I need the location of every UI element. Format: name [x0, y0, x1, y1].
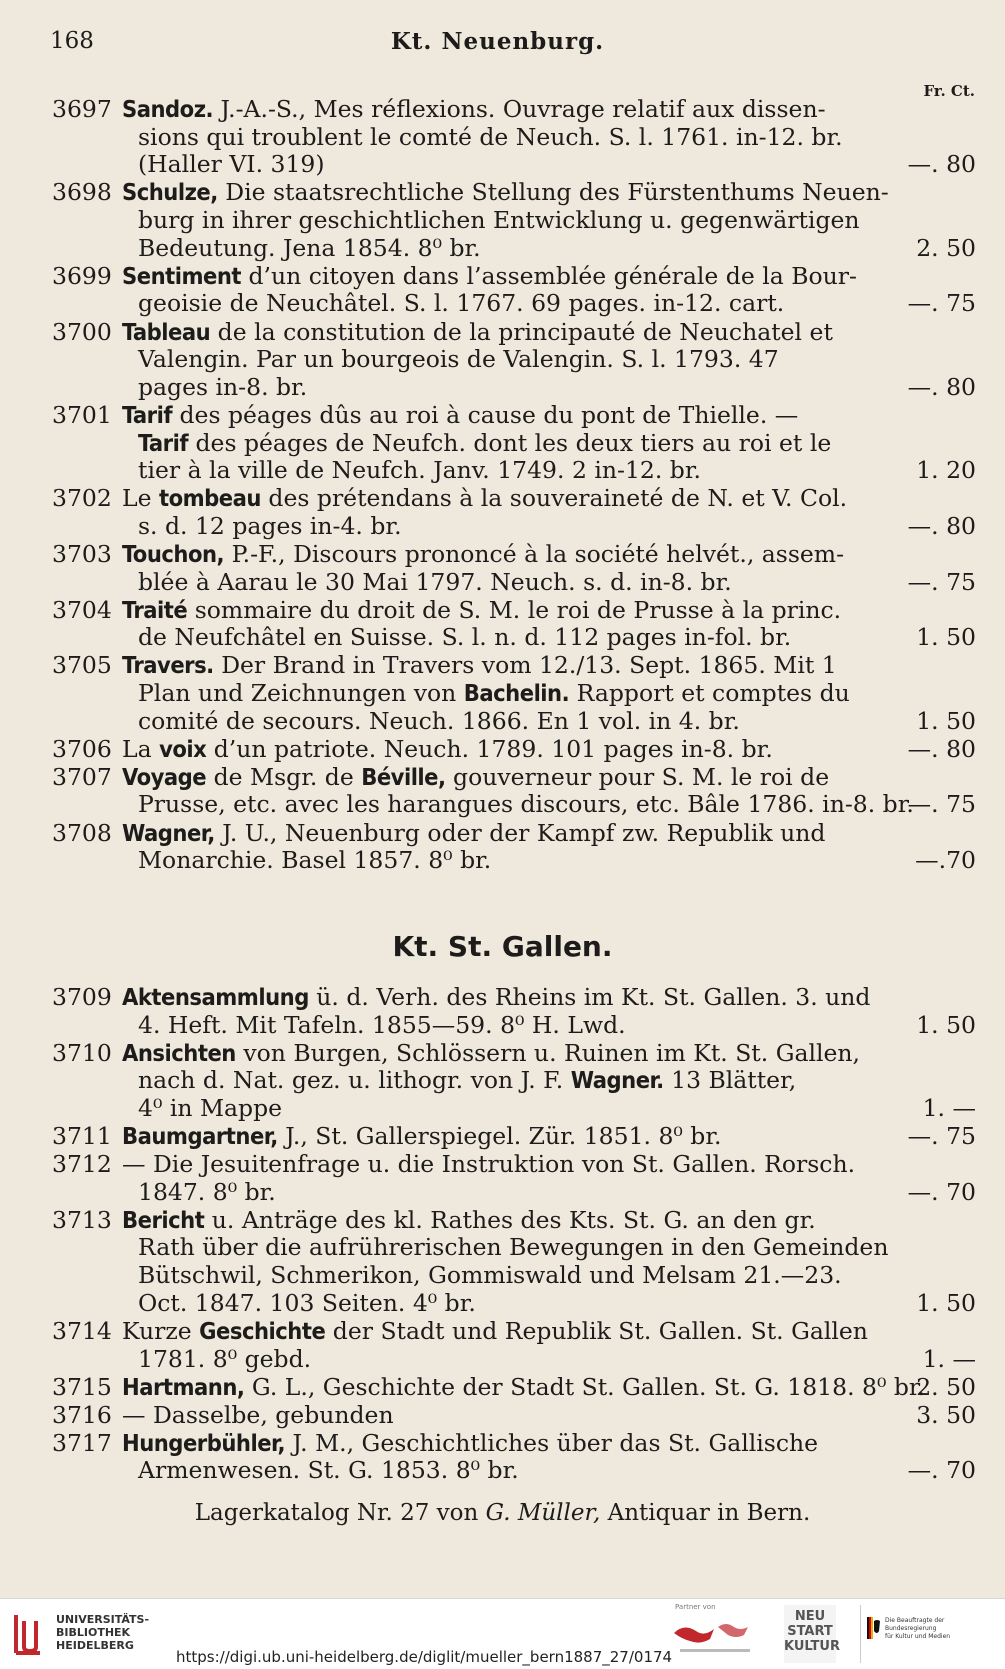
entry-line — [122, 430, 944, 458]
entry-line — [122, 290, 944, 318]
entry-description — [122, 597, 944, 652]
entry-text: burg in ihrer geschichtlichen Entwicklung u. gegenwärtigen — [138, 207, 860, 235]
entry-description — [122, 402, 944, 485]
entry-line — [122, 1346, 944, 1374]
catalog-entry — [52, 402, 982, 485]
entry-line — [122, 1374, 944, 1402]
catalog-entry — [52, 96, 982, 179]
catalog-entry — [52, 179, 982, 262]
university-library-logo-icon[interactable] — [10, 1611, 46, 1657]
entry-text: Kurze — [122, 1317, 200, 1345]
entry-line — [122, 984, 944, 1012]
entry-number: 3697 — [52, 95, 112, 123]
permalink[interactable]: https://digi.ub.uni-heidelberg.de/diglit/mueller_bern1887_27/0174 — [176, 1648, 673, 1666]
bkm-line: Die Beauftragte der Bundesregierung — [885, 1617, 945, 1632]
entry-text: nach d. Nat. gez. u. lithogr. von J. F. — [138, 1067, 571, 1095]
entry-keyword: Hartmann, — [122, 1373, 245, 1401]
entry-price: —. 80 — [907, 511, 976, 540]
entry-text: 1847. 8⁰ br. — [138, 1178, 276, 1206]
entry-text: Rapport et comptes du — [569, 680, 850, 708]
entry-keyword: Wagner, — [122, 819, 215, 847]
library-name-line: BIBLIOTHEK — [56, 1626, 131, 1639]
catalog-entry — [52, 1318, 982, 1373]
entry-text: 13 Blätter, — [663, 1067, 797, 1095]
neustart-line: KULTUR — [784, 1639, 840, 1654]
entry-description — [122, 319, 944, 402]
entry-description — [122, 1318, 944, 1373]
bkm-logo — [860, 1605, 991, 1663]
entry-text: des prétendans à la souveraineté de N. et V. Col. — [260, 485, 848, 513]
library-name-line: UNIVERSITÄTS- — [56, 1613, 150, 1626]
entry-line — [122, 791, 944, 819]
footer-suffix: Antiquar in Bern. — [600, 1500, 811, 1526]
entry-text: von Burgen, Schlössern u. Ruinen im Kt. St. Gallen, — [235, 1039, 861, 1067]
entry-keyword: Sentiment — [122, 262, 242, 290]
entry-price: —.70 — [915, 846, 976, 875]
entry-line — [122, 1040, 944, 1068]
entry-description — [122, 736, 944, 764]
entry-line — [122, 680, 944, 708]
catalog-entry — [52, 597, 982, 652]
entry-description — [122, 541, 944, 596]
entry-line — [122, 1012, 944, 1040]
entry-number: 3704 — [52, 595, 112, 624]
entry-line — [122, 179, 944, 207]
entry-keyword: Voyage — [122, 763, 207, 791]
entry-text: Prusse, etc. avec les harangues discours, etc. Bâle 1786. in-8. br. — [138, 791, 914, 819]
entry-description — [122, 652, 944, 735]
entry-keyword: Geschichte — [199, 1317, 326, 1345]
entry-price: 1. 50 — [916, 1010, 976, 1039]
entry-line — [122, 597, 944, 625]
catalog-entry — [52, 541, 982, 596]
entry-text: des péages de Neufch. dont les deux tiers au roi et le — [188, 429, 832, 457]
entry-text: u. Anträge des kl. Rathes des Kts. St. G. an den gr. — [204, 1206, 816, 1234]
entry-description — [122, 1151, 944, 1206]
entry-description — [122, 764, 944, 819]
entry-number: 3706 — [52, 734, 112, 763]
entry-keyword: Wagner. — [570, 1067, 664, 1095]
entry-line — [122, 124, 944, 152]
entry-text: Plan und Zeichnungen von — [138, 680, 464, 708]
section-heading: Kt. St. Gallen. — [392, 930, 613, 963]
entry-keyword: Baumgartner, — [122, 1123, 278, 1151]
catalog-entry — [52, 764, 982, 819]
catalog-entry — [52, 736, 982, 764]
entry-line — [122, 346, 944, 374]
entry-line — [122, 1262, 944, 1290]
neustart-kultur-logo — [784, 1605, 840, 1663]
entry-line — [122, 708, 944, 736]
entry-line — [122, 319, 944, 347]
entry-keyword: Ansichten — [122, 1039, 236, 1067]
entry-line — [122, 485, 944, 513]
entry-keyword: Tarif — [138, 429, 189, 457]
entry-text: 4. Heft. Mit Tafeln. 1855—59. 8⁰ H. Lwd. — [138, 1011, 626, 1039]
entry-keyword: Touchon, — [122, 541, 225, 568]
entry-text: blée à Aarau le 30 Mai 1797. Neuch. s. d. in-8. br. — [138, 568, 732, 596]
entry-number: 3711 — [52, 1122, 112, 1151]
university-library-name — [56, 1613, 149, 1652]
entry-text: J. M., Geschichtliches über das St. Gallische — [285, 1429, 819, 1457]
entry-text: de Neufchâtel en Suisse. S. l. n. d. 112 pages in-fol. br. — [138, 624, 792, 652]
bottom-bar — [0, 1598, 1005, 1669]
entry-line — [122, 1207, 944, 1235]
entry-number: 3716 — [52, 1400, 112, 1429]
entry-keyword: Traité — [122, 596, 188, 624]
catalog-entry — [52, 820, 982, 875]
entry-keyword: Tarif — [122, 401, 173, 429]
entry-description — [122, 1430, 944, 1485]
entry-keyword: tombeau — [158, 485, 261, 513]
entry-text: Rath über die aufrührerischen Bewegungen in den Gemeinden — [138, 1234, 889, 1262]
entry-text: — Dasselbe, gebunden — [122, 1401, 394, 1429]
neustart-line: START — [787, 1624, 833, 1639]
entry-price: 2. 50 — [916, 1372, 976, 1401]
entry-price: —. 80 — [907, 734, 976, 763]
entry-line — [122, 847, 944, 875]
entry-line — [122, 1290, 944, 1318]
partner-bird-logo-icon — [670, 1613, 760, 1661]
catalog-entry — [52, 485, 982, 540]
entry-price: —. 80 — [907, 150, 976, 179]
catalog-entry — [52, 1402, 982, 1430]
entry-text: G. L., Geschichte der Stadt St. Gallen. St. G. 1818. 8⁰ br. — [244, 1373, 926, 1401]
entry-number: 3713 — [52, 1205, 112, 1234]
entry-price: 1. — — [922, 1094, 976, 1123]
entry-description — [122, 820, 944, 875]
entry-description — [122, 1402, 944, 1430]
entry-keyword: Travers. — [122, 652, 214, 680]
catalog-footer — [0, 1500, 1005, 1526]
federal-eagle-icon — [867, 1617, 881, 1639]
entry-line — [122, 207, 944, 235]
entry-line — [122, 1457, 944, 1485]
entry-number: 3712 — [52, 1150, 112, 1179]
entry-keyword: Tableau — [122, 318, 211, 346]
entry-description — [122, 96, 944, 179]
entry-line — [122, 820, 944, 848]
entry-text: s. d. 12 pages in-4. br. — [138, 512, 402, 540]
catalog-entry — [52, 1123, 982, 1151]
entry-number: 3714 — [52, 1316, 112, 1345]
entry-text: d’un patriote. Neuch. 1789. 101 pages in-8. br. — [206, 735, 773, 763]
entry-line — [122, 736, 944, 764]
entry-number: 3703 — [52, 540, 112, 568]
entry-price: —. 75 — [907, 289, 976, 318]
entry-number: 3709 — [52, 983, 112, 1011]
entry-keyword: voix — [159, 735, 207, 763]
page-title: Kt. Neuenburg. — [390, 28, 605, 55]
entry-text: P.-F., Discours prononcé à la société helvét., assem- — [224, 541, 845, 568]
entry-text: J.-A.-S., Mes réflexions. Ouvrage relatif aux dissen- — [213, 96, 826, 123]
entry-price: 1. 50 — [916, 706, 976, 735]
entry-description — [122, 1207, 944, 1318]
entry-text: des péages dûs au roi à cause du pont de Thielle. — — [172, 401, 799, 429]
entry-text: 1781. 8⁰ gebd. — [138, 1345, 312, 1373]
entry-text: (Haller VI. 319) — [138, 151, 325, 179]
entry-text: Monarchie. Basel 1857. 8⁰ br. — [138, 847, 492, 875]
entry-line — [122, 151, 944, 179]
entry-text: Le — [122, 485, 159, 513]
entry-price: —. 75 — [907, 1122, 976, 1151]
entry-line — [122, 569, 944, 597]
catalog-entry — [52, 263, 982, 318]
entry-text: de Msgr. de — [206, 763, 362, 791]
entry-line — [122, 1318, 944, 1346]
page-header — [50, 28, 945, 64]
entry-keyword: Schulze, — [122, 179, 218, 207]
entry-line — [122, 402, 944, 430]
entry-price: 1. 50 — [916, 1288, 976, 1317]
entry-text: Oct. 1847. 103 Seiten. 4⁰ br. — [138, 1289, 476, 1317]
entry-text: Bütschwil, Schmerikon, Gommiswald und Melsam 21.—23. — [138, 1262, 842, 1290]
entry-line — [122, 457, 944, 485]
entry-line — [122, 764, 944, 792]
entry-line — [122, 1123, 944, 1151]
catalog-entry — [52, 1374, 982, 1402]
entry-line — [122, 1234, 944, 1262]
entry-number: 3715 — [52, 1372, 112, 1401]
entry-text: Die staatsrechtliche Stellung des Fürstenthums Neuen- — [217, 179, 889, 207]
entry-text: d’un citoyen dans l’assemblée générale de la Bour- — [241, 262, 857, 290]
entry-keyword: Sandoz. — [122, 96, 214, 123]
entry-keyword: Béville, — [361, 763, 446, 791]
neustart-line: NEU — [794, 1609, 826, 1624]
entry-number: 3701 — [52, 400, 112, 429]
entry-line — [122, 541, 944, 569]
entry-description — [122, 984, 944, 1039]
entry-price: —. 70 — [907, 1177, 976, 1206]
entry-number: 3699 — [52, 261, 112, 290]
entry-text: de la constitution de la principauté de Neuchatel et — [210, 318, 833, 346]
entry-keyword: Aktensammlung — [122, 984, 309, 1011]
entry-text: J., St. Gallerspiegel. Zür. 1851. 8⁰ br. — [277, 1123, 722, 1151]
entry-price: 3. 50 — [916, 1400, 976, 1429]
entry-number: 3702 — [52, 484, 112, 513]
entry-line — [122, 1067, 944, 1095]
currency-column-header: Fr. Ct. — [923, 82, 975, 100]
entry-number: 3707 — [52, 762, 112, 791]
entry-line — [122, 1402, 944, 1430]
entry-text: pages in-8. br. — [138, 373, 308, 401]
entry-price: —. 75 — [907, 790, 976, 819]
footer-author: G. Müller, — [485, 1500, 601, 1526]
entry-keyword: Bachelin. — [463, 680, 570, 708]
entry-price: 1. 50 — [916, 623, 976, 652]
entry-number: 3708 — [52, 818, 112, 847]
footer-prefix: Lagerkatalog Nr. 27 von — [194, 1500, 486, 1526]
entry-keyword: Bericht — [122, 1206, 205, 1234]
entry-price: —. 80 — [907, 372, 976, 401]
entry-text: tier à la ville de Neufch. Janv. 1749. 2 in-12. br. — [138, 457, 701, 485]
catalog-entry — [52, 652, 982, 735]
partner-label: Partner von — [675, 1603, 716, 1611]
entry-price: 2. 50 — [916, 233, 976, 262]
entry-price: —. 70 — [907, 1456, 976, 1485]
entry-number: 3700 — [52, 317, 112, 346]
page-number: 168 — [50, 28, 94, 54]
entry-description — [122, 1374, 944, 1402]
entry-description — [122, 263, 944, 318]
entry-line — [122, 652, 944, 680]
entry-text: der Stadt und Republik St. Gallen. St. Gallen — [325, 1317, 868, 1345]
entry-description — [122, 485, 944, 540]
entry-number: 3705 — [52, 651, 112, 680]
entry-line — [122, 1430, 944, 1458]
entry-line — [122, 1151, 944, 1179]
entry-text: La — [122, 735, 160, 763]
entry-text: Valengin. Par un bourgeois de Valengin. S. l. 1793. 47 — [138, 346, 779, 374]
catalog-entry — [52, 1207, 982, 1318]
entry-line — [122, 374, 944, 402]
entry-keyword: Hungerbühler, — [122, 1429, 286, 1457]
entry-number: 3698 — [52, 178, 112, 207]
entry-line — [122, 513, 944, 541]
entry-text: Der Brand in Travers vom 12./13. Sept. 1865. Mit 1 — [213, 652, 837, 680]
entry-text: 4⁰ in Mappe — [138, 1095, 283, 1123]
bkm-text — [885, 1617, 989, 1641]
entry-text: — Die Jesuitenfrage u. die Instruktion von St. Gallen. Rorsch. — [122, 1151, 856, 1179]
entry-line — [122, 1179, 944, 1207]
entry-line — [122, 1095, 944, 1123]
bkm-line: für Kultur und Medien — [885, 1633, 951, 1640]
entry-text: sions qui troublent le comté de Neuch. S. l. 1761. in-12. br. — [138, 123, 843, 151]
entry-text: J. U., Neuenburg oder der Kampf zw. Republik und — [214, 819, 826, 847]
entry-line — [122, 624, 944, 652]
entry-text: gouverneur pour S. M. le roi de — [445, 763, 830, 791]
entry-description — [122, 1040, 944, 1123]
entry-text: geoisie de Neuchâtel. S. l. 1767. 69 pages. in-12. cart. — [138, 290, 785, 318]
catalog-entry — [52, 1430, 982, 1485]
entry-number: 3710 — [52, 1038, 112, 1067]
entry-text: sommaire du droit de S. M. le roi de Prusse à la princ. — [187, 596, 842, 624]
entry-number: 3717 — [52, 1428, 112, 1457]
entry-description — [122, 179, 944, 262]
entry-line — [122, 235, 944, 263]
entry-line — [122, 263, 944, 291]
catalog-entry — [52, 1040, 982, 1123]
entry-description — [122, 1123, 944, 1151]
catalog-entry — [52, 1151, 982, 1206]
entry-text: Armenwesen. St. G. 1853. 8⁰ br. — [138, 1457, 519, 1485]
entry-price: 1. — — [922, 1344, 976, 1373]
catalog-entry — [52, 319, 982, 402]
entry-price: —. 75 — [907, 567, 976, 596]
entry-text: Bedeutung. Jena 1854. 8⁰ br. — [138, 234, 481, 262]
entry-line — [122, 96, 944, 124]
entry-text: ü. d. Verh. des Rheins im Kt. St. Gallen. 3. und — [308, 984, 871, 1011]
library-name-line: HEIDELBERG — [56, 1639, 134, 1652]
catalog-entry — [52, 984, 982, 1039]
entry-price: 1. 20 — [916, 456, 976, 485]
entry-text: comité de secours. Neuch. 1866. En 1 vol. in 4. br. — [138, 707, 740, 735]
